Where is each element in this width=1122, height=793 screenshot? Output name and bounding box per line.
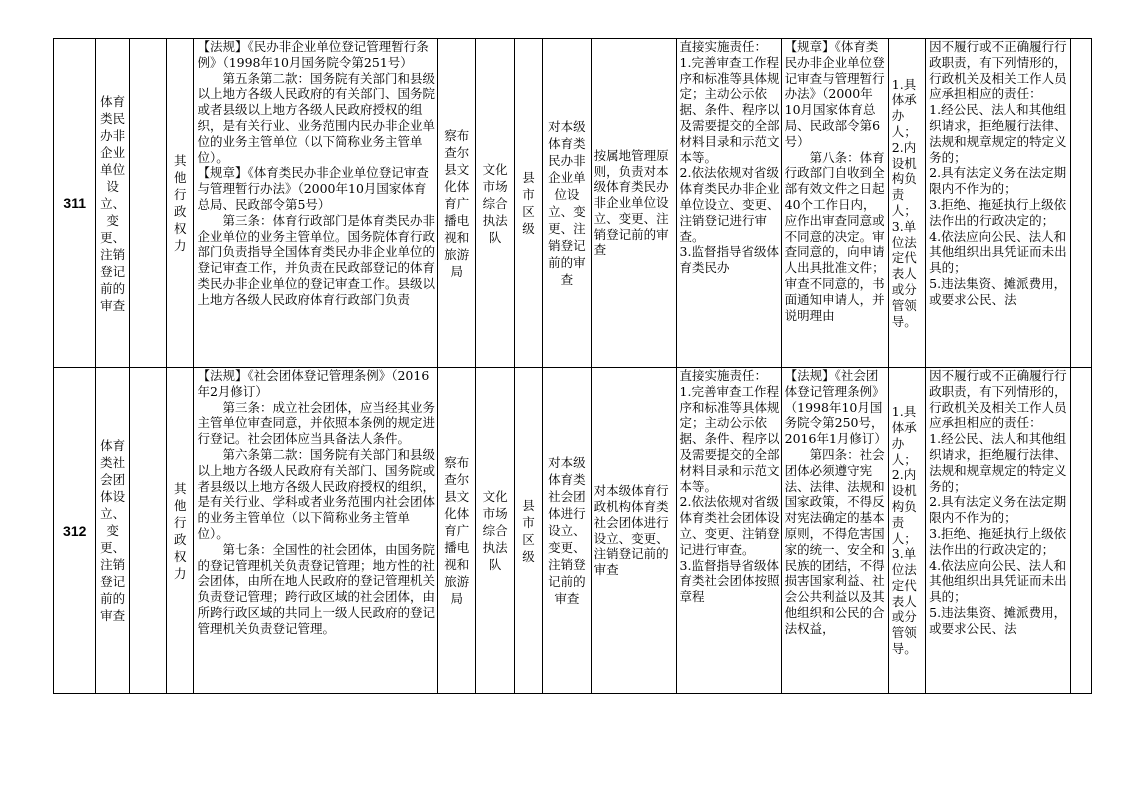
responsible-subject: 1.具体承办人；2.内设机构负责人；3.单位法定代表人或分管领导。: [891, 76, 917, 329]
row-number: 312: [54, 368, 96, 694]
admin-level: 县市区级: [522, 497, 535, 564]
legal-basis: 【法规】《民办非企业单位登记管理暂行条例》（1998年10月国务院令第251号） 第五条第二款：国务院有关部门和县级以上地方各级人民政府的有关部门、国务院或者县级以上地方各级人民政府授权的组织，是有关行业、业务范围内民办非企业单位的业务主管单位（以下简称业务主管单位）。 【规章】《体育类民办非企业单位登记审查与管理暂行办法》（2000年10月国家体育总局、民政部令第5号） 第三条：体育行政部门是体育类民办非企业单位的业务主管单位。国务院体育行政部门负责指导全国体育类民办非企业单位的登记审查工作，并负责在民政部登记的体育类民办非企业单位的登记审查工作。县级以上地方各级人民政府体育行政部门负责: [197, 39, 435, 307]
power-category: 其他行政权力: [174, 480, 187, 581]
remark-cell: [1070, 39, 1091, 368]
accountability-situations: 因不履行或不正确履行行政职责，有下列情形的，行政机关及相关工作人员应承担相应的责任： 1.经公民、法人和其他组织请求，拒绝履行法律、法规和规章规定的特定义务的； 2.具有法定义务在法定期限内不作为的； 3.拒绝、拖延执行上级依法作出的行政决定的； 4.依法应向公民、法人和其他组织出具凭证而未出具的； 5.违法集资、摊派费用，或要求公民、法: [929, 39, 1067, 307]
power-content: 对本级体育类社会团体进行设立、变更、注销登记前的审查: [548, 455, 586, 606]
legal-basis: 【法规】《社会团体登记管理条例》（2016年2月修订） 第三条：成立社会团体，应当经其业务主管单位审查同意，并依照本条例的规定进行登记。社会团体应当具备法人条件。 第六条第二款：国务院有关部门和县级以上地方各级人民政府有关部门、国务院或者县级以上地方各级人民政府授权的组织，是有关行业、学科或者业务范围内社会团体的业务主管单位（以下简称业务主管单位）。 第七条：全国性的社会团体，由国务院的登记管理机关负责登记管理；地方性的社会团体，由所在地人民政府的登记管理机关负责登记管理；跨行政区域的社会团体，由所跨行政区域的共同上一级人民政府的登记管理机关负责登记管理。: [197, 368, 435, 636]
responsibility-items: 直接实施责任： 1.完善审查工作程序和标准等具体规定；主动公示依据、条件、程序以及需要提交的全部材料目录和示范文本等。 2.依法依规对省级体育类民办非企业单位设立、变更、注销登记进行审查。 3.监督指导省级体育类民办: [679, 39, 780, 276]
item-name: 体育类社会团体设立、变更、注销登记前的审查: [100, 438, 126, 623]
power-list-table: [53, 38, 1092, 694]
item-name: 体育类民办非企业单位设立、变更、注销登记前的审查: [100, 93, 126, 313]
responsibility-basis: 【规章】《体育类民办非企业单位登记审查与管理暂行办法》（2000年10月国家体育总局、民政部令第6号） 第八条：体育行政部门自收到全部有效文件之日起40个工作日内，应作出审查同意或不同意的决定。审查同意的，向申请人出具批准文件；审查不同意的，书面通知申请人，并说明理由: [784, 39, 885, 323]
empty-cell: [129, 368, 166, 694]
table-row: [54, 368, 1092, 694]
row-number: 311: [54, 39, 96, 368]
accountability-situations: 因不履行或不正确履行行政职责，有下列情形的，行政机关及相关工作人员应承担相应的责任： 1.经公民、法人和其他组织请求，拒绝履行法律、法规和规章规定的特定义务的； 2.具有法定义务在法定期限内不作为的； 3.拒绝、拖延执行上级依法作出的行政决定的； 4.依法应向公民、法人和其他组织出具凭证而未出具的； 5.违法集资、摊派费用，或要求公民、法: [929, 368, 1067, 636]
implementing-unit: 文化市场综合执法队: [482, 489, 508, 572]
responsible-subject: 1.具体承办人；2.内设机构负责人；3.单位法定代表人或分管领导。: [891, 404, 917, 657]
implementing-department: 察布查尔县文化体育广播电视和旅游局: [444, 455, 470, 606]
management-principle: 对本级体育行政机构体育类社会团体进行设立、变更、注销登记前的审查: [593, 483, 669, 578]
management-principle: 按属地管理原则，负责对本级体育类民办非企业单位设立、变更、注销登记前的审查: [593, 147, 669, 258]
power-category: 其他行政权力: [174, 153, 187, 253]
power-content: 对本级体育类民办非企业单位设立、变更、注销登记前的审查: [548, 119, 586, 287]
responsibility-basis: 【法规】《社会团体登记管理条例》（1998年10月国务院令第250号，2016年1月修订） 第四条：社会团体必须遵守宪法、法律、法规和国家政策，不得反对宪法确定的基本原则，不得危害国家的统一、安全和民族的团结，不得损害国家利益、社会公共利益以及其他组织和公民的合法权益，: [784, 368, 887, 636]
implementing-department: 察布查尔县文化体育广播电视和旅游局: [444, 127, 470, 279]
table-row: [54, 39, 1092, 368]
remark-cell: [1070, 368, 1091, 694]
implementing-unit: 文化市场综合执法队: [482, 161, 508, 245]
admin-level: 县市区级: [522, 170, 535, 236]
responsibility-items: 直接实施责任： 1.完善审查工作程序和标准等具体规定；主动公示依据、条件、程序以及需要提交的全部材料目录和示范文本等。 2.依法依规对省级体育类社会团体设立、变更、注销登记进行审查。 3.监督指导省级体育类社会团体按照章程: [679, 368, 780, 605]
empty-cell: [129, 39, 166, 368]
